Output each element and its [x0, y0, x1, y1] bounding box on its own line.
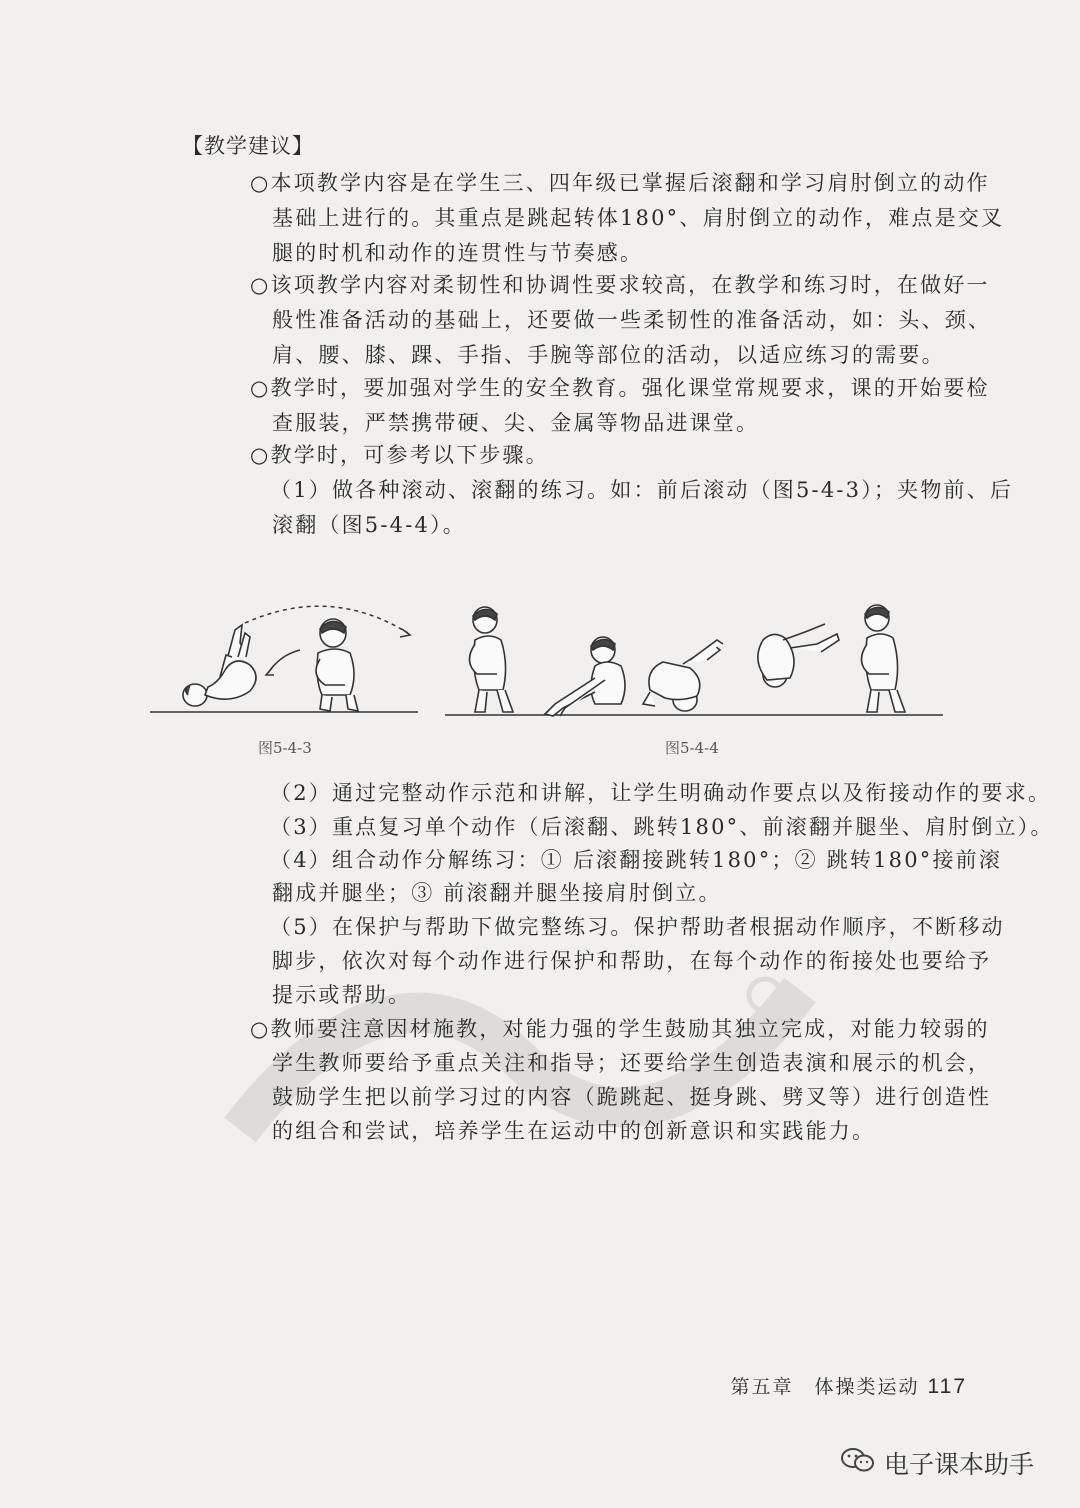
figure-caption: 图5-4-3 [258, 739, 312, 757]
step-line: （1）做各种滚动、滚翻的练习。如：前后滚动（图5-4-3）；夹物前、后 [270, 478, 1014, 502]
figure-caption: 图5-4-4 [665, 739, 719, 757]
paragraph-line: 基础上进行的。其重点是跳起转体180°、肩肘倒立的动作，难点是交叉 [272, 206, 1005, 230]
paragraph-line: ○教学时，要加强对学生的安全教育。强化课堂常规要求，课的开始要检 [250, 376, 990, 400]
step-line: （4）组合动作分解练习：① 后滚翻接跳转180°；② 跳转180°接前滚 [270, 848, 1003, 872]
step-line: （5）在保护与帮助下做完整练习。保护帮助者根据动作顺序，不断移动 [270, 915, 1005, 939]
step-line: （3）重点复习单个动作（后滚翻、跳转180°、前滚翻并腿坐、肩肘倒立）。 [270, 815, 1054, 839]
chapter-title: 第五章 体操类运动 [730, 1376, 920, 1398]
step-line: 翻成并腿坐；③ 前滚翻并腿坐接肩肘倒立。 [272, 881, 722, 905]
paragraph-line: 肩、腰、膝、踝、手指、手腕等部位的活动，以适应练习的需要。 [272, 343, 945, 367]
step-line: 脚步，依次对每个动作进行保护和帮助，在每个动作的衔接处也要给予 [272, 949, 992, 973]
paragraph-line: ○教学时，可参考以下步骤。 [250, 443, 549, 467]
paragraph-line: 的组合和尝试，培养学生在运动中的创新意识和实践能力。 [272, 1119, 876, 1143]
page-footer [731, 1372, 968, 1399]
step-line: 滚翻（图5-4-4）。 [272, 513, 466, 537]
step-line: （2）通过完整动作示范和讲解，让学生明确动作要点以及衔接动作的要求。 [270, 781, 1052, 805]
paragraph-line: 腿的时机和动作的连贯性与节奏感。 [272, 241, 644, 265]
paragraph-line: 查服装，严禁携带硬、尖、金属等物品进课堂。 [272, 411, 760, 435]
figure-5-4-4-illustration [445, 600, 945, 722]
wechat-icon [840, 1446, 876, 1474]
section-heading: 【教学建议】 [182, 134, 314, 158]
paragraph-line: 般性准备活动的基础上，还要做一些柔韧性的准备活动，如：头、颈、 [272, 308, 992, 332]
step-line: 提示或帮助。 [272, 983, 412, 1007]
paragraph-line: ○教师要注意因材施教，对能力强的学生鼓励其独立完成，对能力较弱的 [250, 1017, 990, 1041]
paragraph-line: ○本项教学内容是在学生三、四年级已掌握后滚翻和学习肩肘倒立的动作 [250, 171, 990, 195]
paragraph-line: 鼓励学生把以前学习过的内容（跪跳起、挺身跳、劈叉等）进行创造性 [272, 1085, 992, 1109]
figure-5-4-3-illustration [150, 595, 420, 720]
watermark-text: 电子课本助手 [884, 1450, 1035, 1479]
paragraph-line: ○该项教学内容对柔韧性和协调性要求较高，在教学和练习时，在做好一 [250, 273, 990, 297]
paragraph-line: 学生教师要给予重点关注和指导；还要给学生创造表演和展示的机会， [272, 1051, 992, 1075]
page-number: 117 [927, 1375, 967, 1398]
